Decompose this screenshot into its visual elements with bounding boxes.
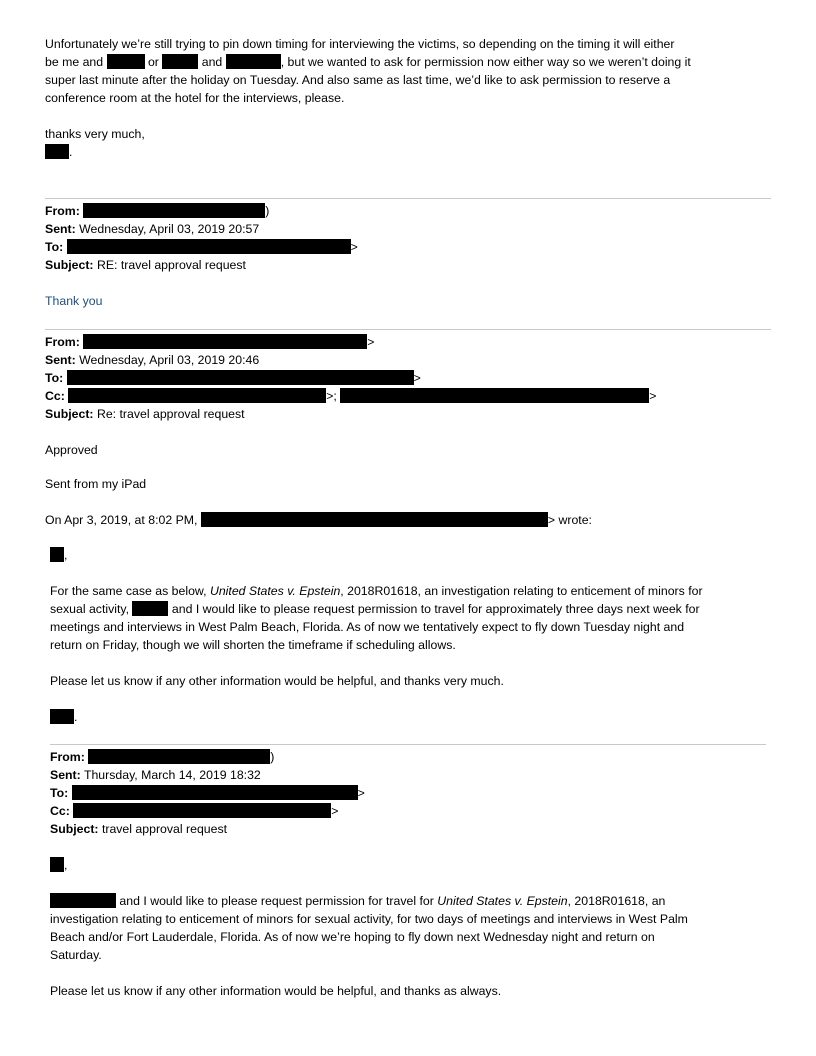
redaction-bar <box>45 144 69 159</box>
from-label: From: <box>45 204 80 218</box>
subject-value: RE: travel approval request <box>96 258 246 272</box>
sent-label: Sent: <box>45 353 76 367</box>
email3-subject-row <box>50 820 227 838</box>
intro-text: and <box>201 55 223 69</box>
email1-from-row <box>45 202 269 220</box>
redaction-bar <box>162 54 198 69</box>
email3-p1-line-4 <box>50 946 102 964</box>
sent-value: Thursday, March 14, 2019 18:32 <box>83 768 261 782</box>
subject-value: Re: travel approval request <box>96 407 245 421</box>
redaction-bar <box>340 388 649 403</box>
sent-label: Sent: <box>45 222 76 236</box>
intro-line-1 <box>45 35 674 53</box>
intro-line-3 <box>45 71 670 89</box>
email1-subject-row <box>45 256 246 274</box>
sent-value: Wednesday, April 03, 2019 20:57 <box>79 222 260 236</box>
quote-suffix: > wrote: <box>547 513 592 527</box>
email3-to-row <box>50 784 365 802</box>
email3-cc-row <box>50 802 338 820</box>
cc-suffix: > <box>649 389 657 403</box>
email3-p1-line-1 <box>50 892 665 910</box>
intro-text: Unfortunately we’re still trying to pin down timing for interviewing the victims, so depending on the timing it will either <box>45 37 675 51</box>
email2-subject-row <box>45 405 245 423</box>
quoted-text: meetings and interviews in West Palm Beach, Florida. As of now we tentatively expect to fly down Tuesday night and <box>50 620 685 634</box>
cc-label: Cc: <box>45 389 65 403</box>
redaction-bar <box>226 54 281 69</box>
redaction-bar <box>67 370 414 385</box>
body-text: Approved <box>45 443 98 457</box>
body-text: , 2018R01618, an <box>567 894 666 908</box>
quoted-text: , 2018R01618, an investigation relating to enticement of minors for <box>340 584 703 598</box>
intro-text: be me and <box>45 55 104 69</box>
body-text: Beach and/or Fort Lauderdale, Florida. As of now we’re hoping to fly down next Wednesday night and return on <box>50 930 655 944</box>
quoted-p1-line-2 <box>50 600 700 618</box>
closing-text: thanks very much, <box>45 127 145 141</box>
cc-separator: >; <box>326 389 337 403</box>
email3-greeting <box>50 856 67 874</box>
quoted-p2 <box>50 672 504 690</box>
redaction-bar <box>107 54 145 69</box>
redaction-bar <box>83 203 265 218</box>
redaction-bar <box>88 749 270 764</box>
to-suffix: > <box>350 240 358 254</box>
redaction-bar <box>50 857 64 872</box>
from-suffix: ) <box>270 750 275 764</box>
redaction-bar <box>50 709 74 724</box>
from-suffix: ) <box>265 204 270 218</box>
redaction-bar <box>72 785 358 800</box>
from-suffix: > <box>367 335 375 349</box>
sent-value: Wednesday, April 03, 2019 20:46 <box>79 353 260 367</box>
email2-from-row <box>45 333 374 351</box>
from-label: From: <box>45 335 80 349</box>
intro-text: or <box>147 55 159 69</box>
email2-body-signature <box>45 475 146 493</box>
email3-p1-line-2 <box>50 910 688 928</box>
body-text: investigation relating to enticement of minors for sexual activity, for two days of meetings and interviews in West Palm <box>50 912 688 926</box>
email2-to-row <box>45 369 421 387</box>
email3-from-row <box>50 748 274 766</box>
cc-label: Cc: <box>50 804 70 818</box>
separator-line <box>45 198 771 199</box>
email1-to-row <box>45 238 358 256</box>
case-name: United States v. Epstein <box>437 894 568 908</box>
email2-body-approved <box>45 441 98 459</box>
quote-attribution <box>45 511 592 529</box>
intro-line-4 <box>45 89 344 107</box>
to-suffix: > <box>413 371 421 385</box>
quote-prefix: On Apr 3, 2019, at 8:02 PM, <box>45 513 198 527</box>
quoted-text: sexual activity, <box>50 602 130 616</box>
email3-p1-line-3 <box>50 928 655 946</box>
redaction-bar <box>73 803 331 818</box>
case-name: United States v. Epstein <box>209 584 341 598</box>
redaction-bar <box>50 547 64 562</box>
quoted-signature <box>50 708 77 726</box>
intro-signature <box>45 143 72 161</box>
redaction-bar <box>68 388 326 403</box>
email2-sent-row <box>45 351 259 369</box>
quoted-text: Please let us know if any other information would be helpful, and thanks very much. <box>50 674 504 688</box>
signature-suffix: . <box>69 145 73 159</box>
to-suffix: > <box>357 786 365 800</box>
email3-sent-row <box>50 766 261 784</box>
greeting-suffix: , <box>64 548 68 562</box>
quoted-text: and I would like to please request permission to travel for approximately three days next week for <box>171 602 700 616</box>
to-label: To: <box>45 240 64 254</box>
email1-sent-row <box>45 220 259 238</box>
body-text: and I would like to please request permission for travel for <box>119 894 434 908</box>
subject-label: Subject: <box>45 258 94 272</box>
body-text: Please let us know if any other information would be helpful, and thanks as always. <box>50 984 502 998</box>
quoted-p1-line-4 <box>50 636 456 654</box>
redaction-bar <box>83 334 367 349</box>
quoted-text: return on Friday, though we will shorten the timeframe if scheduling allows. <box>50 638 456 652</box>
email2-cc-row <box>45 387 656 405</box>
separator-line <box>50 744 766 745</box>
quoted-greeting <box>50 546 67 564</box>
redaction-bar <box>67 239 351 254</box>
cc-suffix: > <box>331 804 339 818</box>
body-text: Thank you <box>45 294 103 308</box>
body-text: Sent from my iPad <box>45 477 147 491</box>
separator-line <box>45 329 771 330</box>
email3-p2 <box>50 982 501 1000</box>
to-label: To: <box>50 786 69 800</box>
redaction-bar <box>50 893 116 908</box>
sent-label: Sent: <box>50 768 81 782</box>
body-text: Saturday. <box>50 948 102 962</box>
redaction-bar <box>132 601 168 616</box>
email1-body <box>45 292 102 310</box>
subject-value: travel approval request <box>101 822 228 836</box>
intro-line-2 <box>45 53 691 71</box>
intro-closing <box>45 125 145 143</box>
subject-label: Subject: <box>45 407 94 421</box>
from-label: From: <box>50 750 85 764</box>
intro-text: conference room at the hotel for the interviews, please. <box>45 91 345 105</box>
to-label: To: <box>45 371 64 385</box>
intro-text: super last minute after the holiday on Tuesday. And also same as last time, we’d like to ask permission to reserve a <box>45 73 671 87</box>
quoted-p1-line-3 <box>50 618 684 636</box>
quoted-p1-line-1 <box>50 582 703 600</box>
redaction-bar <box>201 512 548 527</box>
quoted-text: For the same case as below, <box>50 584 207 598</box>
intro-text: , but we wanted to ask for permission now either way so we weren’t doing it <box>280 55 691 69</box>
signature-suffix: . <box>74 710 78 724</box>
subject-label: Subject: <box>50 822 99 836</box>
greeting-suffix: , <box>64 858 68 872</box>
